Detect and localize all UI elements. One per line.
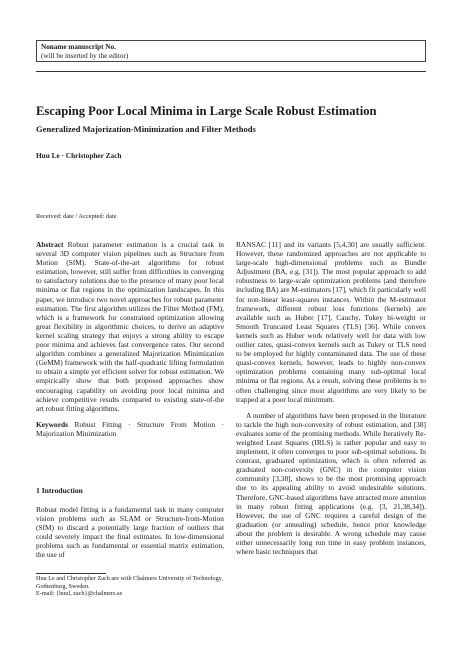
editor-note: (will be inserted by the editor) xyxy=(41,51,129,60)
abstract xyxy=(36,240,224,413)
paper-title: Escaping Poor Local Minima in Large Scale Robust Estimation xyxy=(36,104,377,118)
author-list: Huu Le · Christopher Zach xyxy=(36,151,122,160)
keywords-text: Robust Fitting · Structure From Motion · Majorization Minimization xyxy=(36,419,224,438)
keywords xyxy=(36,420,224,438)
top-rule xyxy=(36,71,426,72)
manuscript-number: Noname manuscript No. xyxy=(41,43,116,51)
keywords-label: Keywords xyxy=(36,419,69,429)
footnote xyxy=(36,575,226,598)
intro-paragraph: Robust model fitting is a fundamental task in many computer vision problems such as SLAM or Structure-from-Motion (SfM) to discard a potentially large fraction of outliers that could severely impact the final estimates. In low-dimensional problems such as fundamental or essential matrix estimation, the use of xyxy=(36,505,224,560)
section-heading-introduction: 1 Introduction xyxy=(36,486,83,495)
abstract-label: Abstract xyxy=(36,240,64,249)
footnote-email: E-mail: {huul, zach}@chalmers.se xyxy=(36,590,123,598)
abstract-text: Robust parameter estimation is a crucial task in several 3D computer vision pipelines such as Structure from Motion (SfM). State-of-the-art algorithms for robust estimation, however, still suffer from difficulties in converging to satisfactory solutions due to the presence of many poor local minima or flat regions in the optimization landscapes. In this paper, we introduce two novel approaches for robust parameter estimation. The first algorithm utilizes the Filter Method (FM), which is a framework for constrained optimization allowing great flexibility in algorithmic choices, to derive an adaptive kernel scaling strategy that enjoys a strong ability to escape poor minima and achieves fast convergence rates. Our second algorithm combines a generalized Majorization Minimization (GeMM) framework with the half-quadratic lifting formulation to obtain a simple yet efficient solver for robust estimation. We empirically show that both proposed approaches show encouraging capability on avoiding poor local minima and achieve competitive results compared to existing state-of-the art robust fitting algorithms. xyxy=(36,240,224,413)
left-column xyxy=(36,240,224,438)
footnote-affiliation: Huu Le and Christopher Zach are with Chalmers University of Technology, Gothenburg, Sweden. xyxy=(36,575,223,590)
received-date: Received: date / Accepted: date xyxy=(36,213,117,220)
right-paragraph-1: RANSAC [11] and its variants [5,4,30] are usually sufficient. However, these randomized approaches are not applicable to large-scale high-dimensional problems such as Bundle Adjustment (BA, e.g. [31]). The most popular approach to add robustness to large-scale optimization problems (and therefore including BA) are M-estimators [17], which fit particularly well for non-linear least-squares instances. Within the M-estimator framework, different robust loss functions (kernels) are available such as Huber [17], Cauchy, Tukey bi-weight or Smooth Truncated Least Squares (TLS) [36]. While convex kernels such as Huber work relatively well for data with low outlier rates, quasi-convex kernels such as Tukey or TLS need to be employed for highly contaminated data. The use of these quasi-convex kernels, however, leads to highly non-convex optimization problems containing many sub-optimal local minima or flat regions. As a result, solving these problems is to often challenging since most algorithms are very likely to be trapped at a poor local minimum. xyxy=(236,240,426,404)
footnote-rule xyxy=(36,573,106,574)
right-paragraph-2: A number of algorithms have been proposed in the literature to tackle the high non-convexity of robust estimation, and [38] evaluates some of the promising methods. While Iteratively Re-weighted Least Squares (IRLS) is rather popular and easy to implement, it often converges to poor sub-optimal solutions. In contrast, graduated optimization, which is often referred as graduated non-convexity (GNC) in the computer vision community [3,38], shows to be the most promising approach due to its appealing ability to avoid undesirable solutions. Therefore, GNC-based algorithms have attracted more attention in many robust fitting applications (e.g. [3, 21,38,34]). However, the use of GNC requires a careful design of the graduation (or annealing) schedule, hence prior knowledge about the problem is desirable. A wrong schedule may cause either unnecessarily long run time in easy problem instances, where basic techniques that xyxy=(236,410,426,557)
paper-subtitle: Generalized Majorization-Minimization and Filter Methods xyxy=(36,124,256,134)
right-column xyxy=(236,240,426,556)
manuscript-header-box xyxy=(36,40,426,62)
